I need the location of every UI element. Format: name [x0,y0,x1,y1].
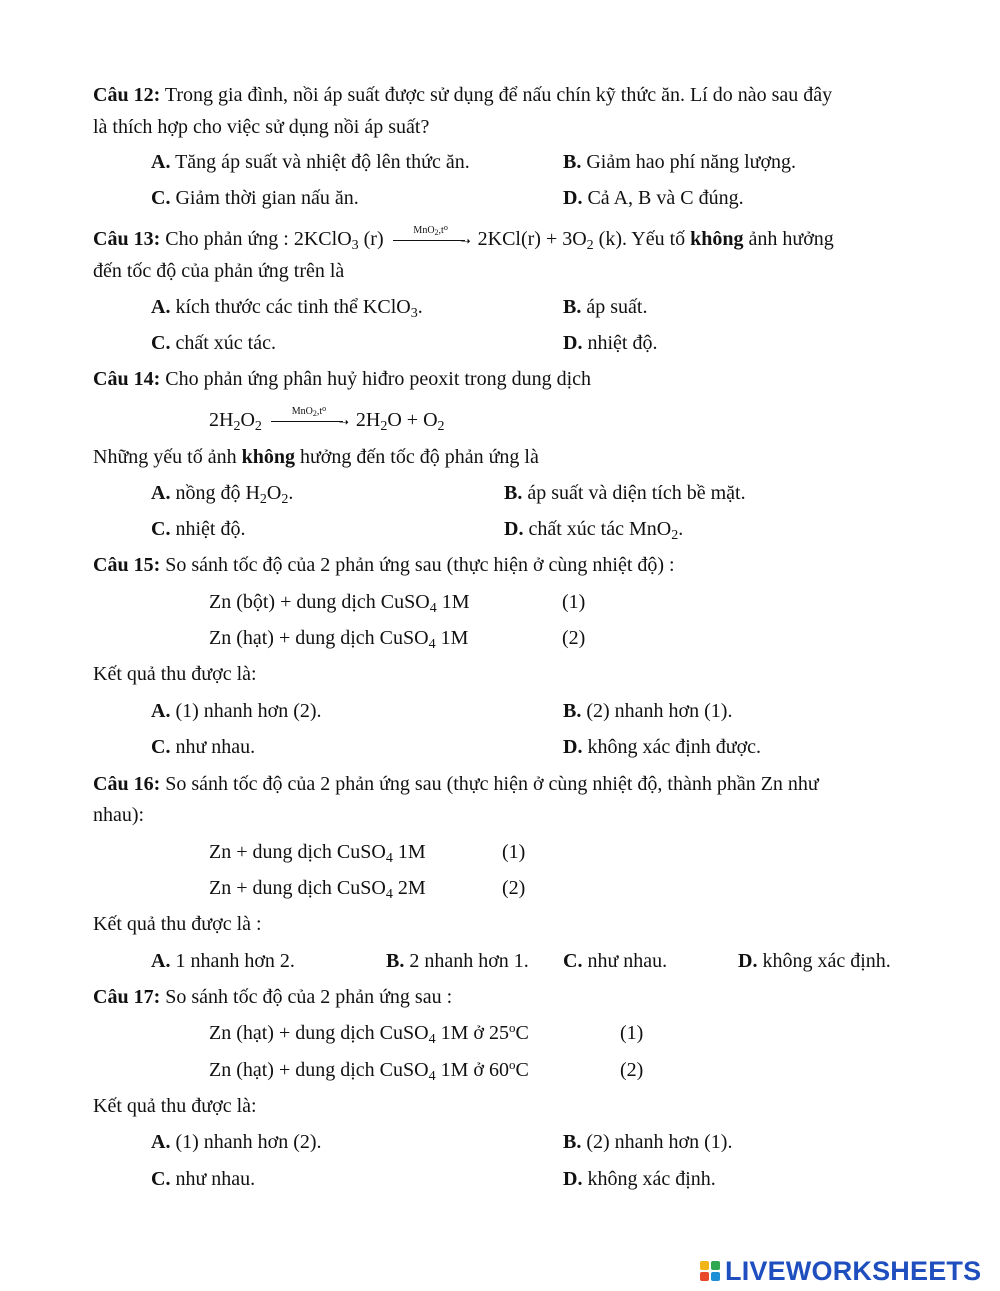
q16-reaction-2-number: (2) [502,877,526,899]
q16-result-prompt: Kết quả thu được là : [93,913,262,935]
q12-option-b[interactable]: B. Giảm hao phí năng lượng. [563,151,797,173]
q16-option-c[interactable]: C. như nhau. [563,950,668,972]
q12-stem-line2: là thích hợp cho việc sử dụng nồi áp suất? [93,116,430,138]
q13-option-d[interactable]: D. nhiệt độ. [563,332,658,354]
q15-reaction-2: Zn (hạt) + dung dịch CuSO$_4$ 1M [209,627,469,652]
q13-option-a[interactable]: A. kích thước các tinh thể KClO$_3$. [151,296,423,321]
q14-label: Câu 14: [93,368,161,390]
q16-option-b[interactable]: B. 2 nhanh hơn 1. [386,950,529,972]
q17-stem-line1: Câu 17: So sánh tốc độ của 2 phản ứng sau : [93,986,453,1008]
q12-label: Câu 12: [93,84,161,106]
q17-option-d[interactable]: D. không xác định. [563,1168,716,1190]
q13-label: Câu 13: [93,228,161,250]
q16-stem-line2: nhau): [93,804,145,826]
q13-stem-line2: đến tốc độ của phản ứng trên là [93,260,345,282]
q14-option-c[interactable]: C. nhiệt độ. [151,518,246,540]
q15-option-a[interactable]: A. (1) nhanh hơn (2). [151,700,322,722]
q13-stem-line1: Câu 13: Cho phản ứng : 2KClO$_3$ (r) $MnO_2,t^o$ ➝ $2KCl(r) + 3O_2$ (k). Yếu tố không ảnh hưởng [93,223,834,253]
q16-reaction-1-number: (1) [502,841,526,863]
catalyst-condition: $MnO_2,t^o$ [413,223,448,238]
q16-reaction-2: Zn + dung dịch CuSO$_4$ 2M [209,877,426,902]
q13-option-b[interactable]: B. áp suất. [563,296,648,318]
q12-stem-line1: Câu 12: Trong gia đình, nồi áp suất được sử dụng để nấu chín kỹ thức ăn. Lí do nào sau đây [93,84,833,106]
liveworksheets-logo-icon [700,1261,720,1281]
q17-reaction-2: Zn (hạt) + dung dịch CuSO$_4$ 1M ở 60$^o$C [209,1057,529,1084]
q16-option-a[interactable]: A. 1 nhanh hơn 2. [151,950,295,972]
q15-reaction-2-number: (2) [562,627,586,649]
q15-stem-line1: Câu 15: So sánh tốc độ của 2 phản ứng sau (thực hiện ở cùng nhiệt độ) : [93,554,675,576]
liveworksheets-logo-text: LIVEWORKSHEETS [725,1255,982,1286]
q16-stem-line1: Câu 16: So sánh tốc độ của 2 phản ứng sau (thực hiện ở cùng nhiệt độ, thành phần Zn như [93,773,819,795]
q15-option-b[interactable]: B. (2) nhanh hơn (1). [563,700,733,722]
logo-square-green [711,1261,720,1270]
q15-result-prompt: Kết quả thu được là: [93,663,257,685]
q15-reaction-1-number: (1) [562,591,586,613]
q14-option-d[interactable]: D. chất xúc tác MnO$_2$. [504,518,684,543]
q14-stem-line2: Những yếu tố ảnh không hưởng đến tốc độ phản ứng là [93,446,539,468]
q12-option-c[interactable]: C. Giảm thời gian nấu ăn. [151,187,359,209]
reaction-arrow: $MnO_2,t^o$ ➝ [389,230,473,250]
q15-reaction-1: Zn (bột) + dung dịch CuSO$_4$ 1M [209,591,470,616]
q17-label: Câu 17: [93,986,161,1008]
q17-result-prompt: Kết quả thu được là: [93,1095,257,1117]
q17-option-b[interactable]: B. (2) nhanh hơn (1). [563,1131,733,1153]
q17-reaction-1-number: (1) [620,1022,644,1044]
q13-option-c[interactable]: C. chất xúc tác. [151,332,276,354]
q15-option-c[interactable]: C. như nhau. [151,736,256,758]
q14-equation: $2H_2O_2$ $MnO_2,t^o$ ➝ $2H_2O + O_2$ [209,404,445,434]
q17-reaction-1: Zn (hạt) + dung dịch CuSO$_4$ 1M ở 25$^o$C [209,1020,529,1047]
q14-stem-line1: Câu 14: Cho phản ứng phân huỷ hiđro peoxit trong dung dịch [93,368,592,390]
q14-option-a[interactable]: A. nồng độ $H_2O_2$. [151,482,294,507]
reaction-arrow: $MnO_2,t^o$ ➝ [267,411,351,431]
q17-reaction-2-number: (2) [620,1059,644,1081]
q14-option-b[interactable]: B. áp suất và diện tích bề mặt. [504,482,746,504]
q15-option-d[interactable]: D. không xác định được. [563,736,762,758]
logo-square-blue [711,1272,720,1281]
q17-option-c[interactable]: C. như nhau. [151,1168,256,1190]
q12-option-a[interactable]: A. Tăng áp suất và nhiệt độ lên thức ăn. [151,151,470,173]
q12-option-d[interactable]: D. Cả A, B và C đúng. [563,187,744,209]
q17-option-a[interactable]: A. (1) nhanh hơn (2). [151,1131,322,1153]
q16-option-d[interactable]: D. không xác định. [738,950,891,972]
logo-square-red [700,1272,709,1281]
liveworksheets-logo [700,1256,981,1286]
catalyst-condition: $MnO_2,t^o$ [291,404,327,419]
q15-label: Câu 15: [93,554,161,576]
logo-square-yellow [700,1261,709,1270]
q16-reaction-1: Zn + dung dịch CuSO$_4$ 1M [209,841,426,866]
q16-label: Câu 16: [93,773,161,795]
